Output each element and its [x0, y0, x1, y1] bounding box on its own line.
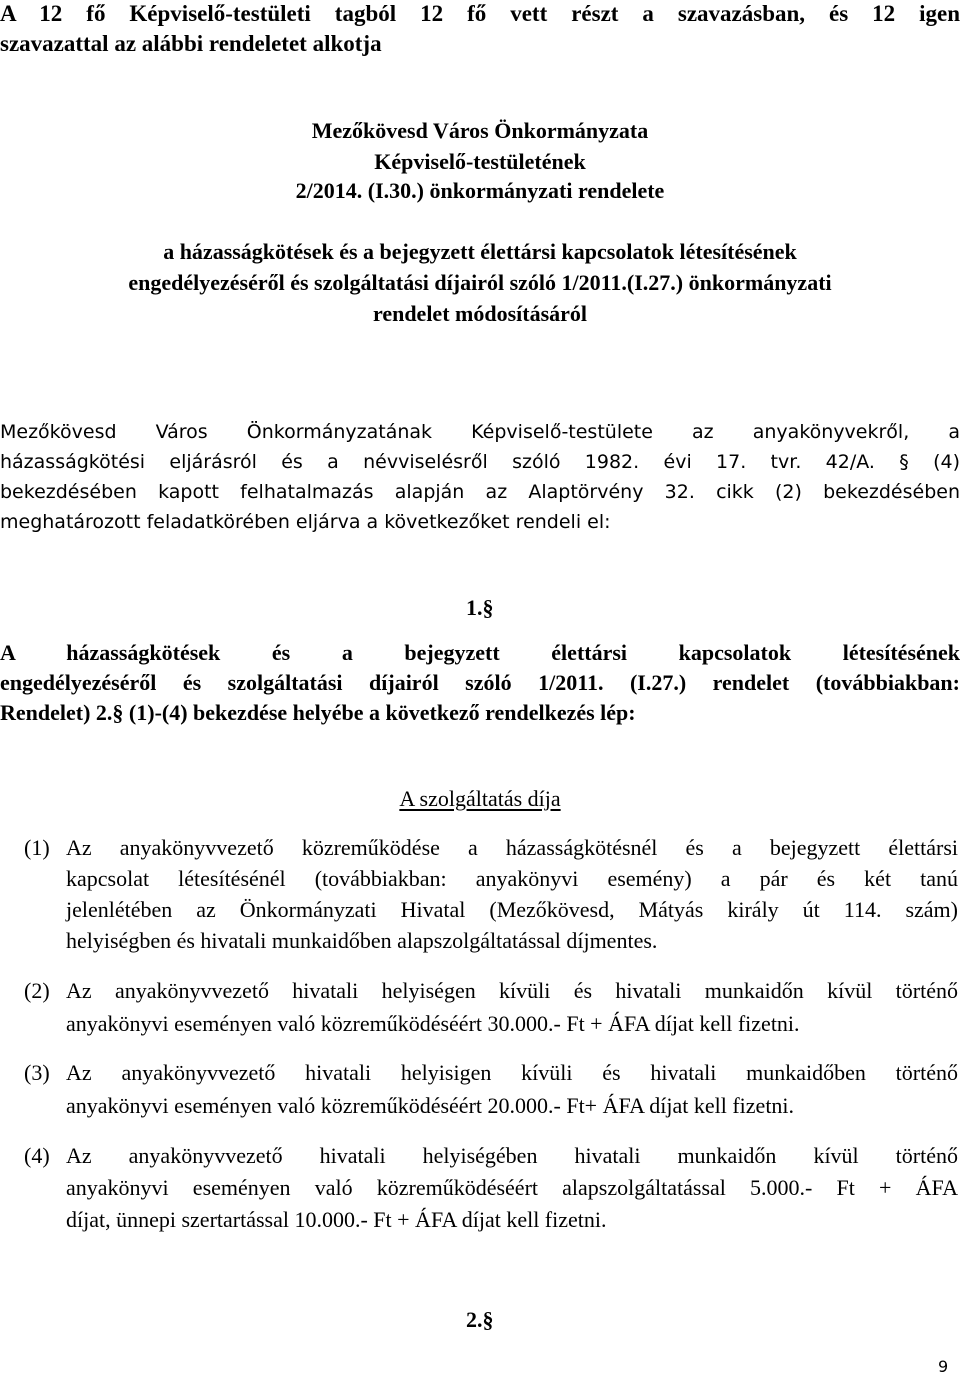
- preamble-line-3: bekezdésében kapott felhatalmazás alapján az Alaptörvény 32. cikk (2) bekezdésében: [0, 481, 960, 503]
- paragraph-3-number: (3): [24, 1060, 50, 1085]
- paragraph-1-line-3: jelenlétében az Önkormányzati Hivatal (Mezőkövesd, Mátyás király út 114. szám): [66, 897, 958, 922]
- intro-line-1: A 12 fő Képviselő-testületi tagból 12 fő vett részt a szavazásban, és 12 igen: [0, 1, 960, 26]
- preamble-line-2: házasságkötési eljárásról és a névviselésről szóló 1982. évi 17. tvr. 42/A. § (4): [0, 451, 960, 473]
- section-1-line-3: Rendelet) 2.§ (1)-(4) bekezdése helyébe a következő rendelkezés lép:: [0, 700, 636, 725]
- paragraph-3-line-2: anyakönyvi eseményen való közreműködéséért 20.000.- Ft+ ÁFA díjat kell fizetni.: [66, 1093, 795, 1118]
- title-decree-number: 2/2014. (I.30.) önkormányzati rendelete: [295, 178, 665, 203]
- paragraph-2-line-2: anyakönyvi eseményen való közreműködéséért 30.000.- Ft + ÁFA díjat kell fizetni.: [66, 1011, 800, 1036]
- section-1-heading: 1.§: [466, 595, 494, 620]
- section-2-heading: 2.§: [466, 1307, 494, 1332]
- preamble-line-1: Mezőkövesd Város Önkormányzatának Képviselő-testülete az anyakönyvekről, a: [0, 421, 960, 443]
- intro-line-2: szavazattal az alábbi rendeletet alkotja: [0, 31, 382, 56]
- page-number: 9: [938, 1357, 949, 1376]
- fee-subtitle-text: A szolgáltatás díja: [399, 786, 561, 811]
- paragraph-4-line-1: Az anyakönyvvezető hivatali helyiségében hivatali munkaidőn kívül történő: [66, 1143, 958, 1168]
- section-1-line-1: A házasságkötések és a bejegyzett élettársi kapcsolatok létesítésének: [0, 640, 960, 665]
- paragraph-1-number: (1): [24, 835, 50, 860]
- title-subject-line-3: rendelet módosításáról: [372, 301, 588, 326]
- fee-subtitle: [0, 785, 960, 813]
- title-municipality: Mezőkövesd Város Önkormányzata: [311, 118, 649, 143]
- paragraph-4-line-3: díjat, ünnepi szertartással 10.000.- Ft + ÁFA díjat kell fizetni.: [66, 1207, 607, 1232]
- paragraph-4-line-2: anyakönyvi eseményen való közreműködéséért alapszolgáltatással 5.000.- Ft + ÁFA: [66, 1175, 958, 1200]
- title-body: Képviselő-testületének: [374, 149, 586, 174]
- section-1-line-2: engedélyezéséről és szolgáltatási díjairól szóló 1/2011. (I.27.) rendelet (továbbiakban:: [0, 670, 960, 695]
- preamble-line-4: meghatározott feladatkörében eljárva a következőket rendeli el:: [0, 511, 611, 533]
- paragraph-2-number: (2): [24, 978, 50, 1003]
- paragraph-2-line-1: Az anyakönyvvezető hivatali helyiségen kívüli és hivatali munkaidőn kívül történő: [66, 978, 958, 1003]
- paragraph-1-line-1: Az anyakönyvvezető közreműködése a házasságkötésnél és a bejegyzett élettársi: [66, 835, 958, 860]
- paragraph-1-line-4: helyiségben és hivatali munkaidőben alapszolgáltatással díjmentes.: [66, 928, 658, 953]
- title-subject-line-1: a házasságkötések és a bejegyzett élettársi kapcsolatok létesítésének: [163, 239, 797, 264]
- paragraph-1-line-2: kapcsolat létesítésénél (továbbiakban: anyakönyvi esemény) a pár és két tanú: [66, 866, 958, 891]
- paragraph-3-line-1: Az anyakönyvvezető hivatali helyisigen kívüli és hivatali munkaidőben történő: [66, 1060, 958, 1085]
- paragraph-4-number: (4): [24, 1143, 50, 1168]
- title-subject-line-2: engedélyezéséről és szolgáltatási díjairól szóló 1/2011.(I.27.) önkormányzati: [128, 270, 832, 295]
